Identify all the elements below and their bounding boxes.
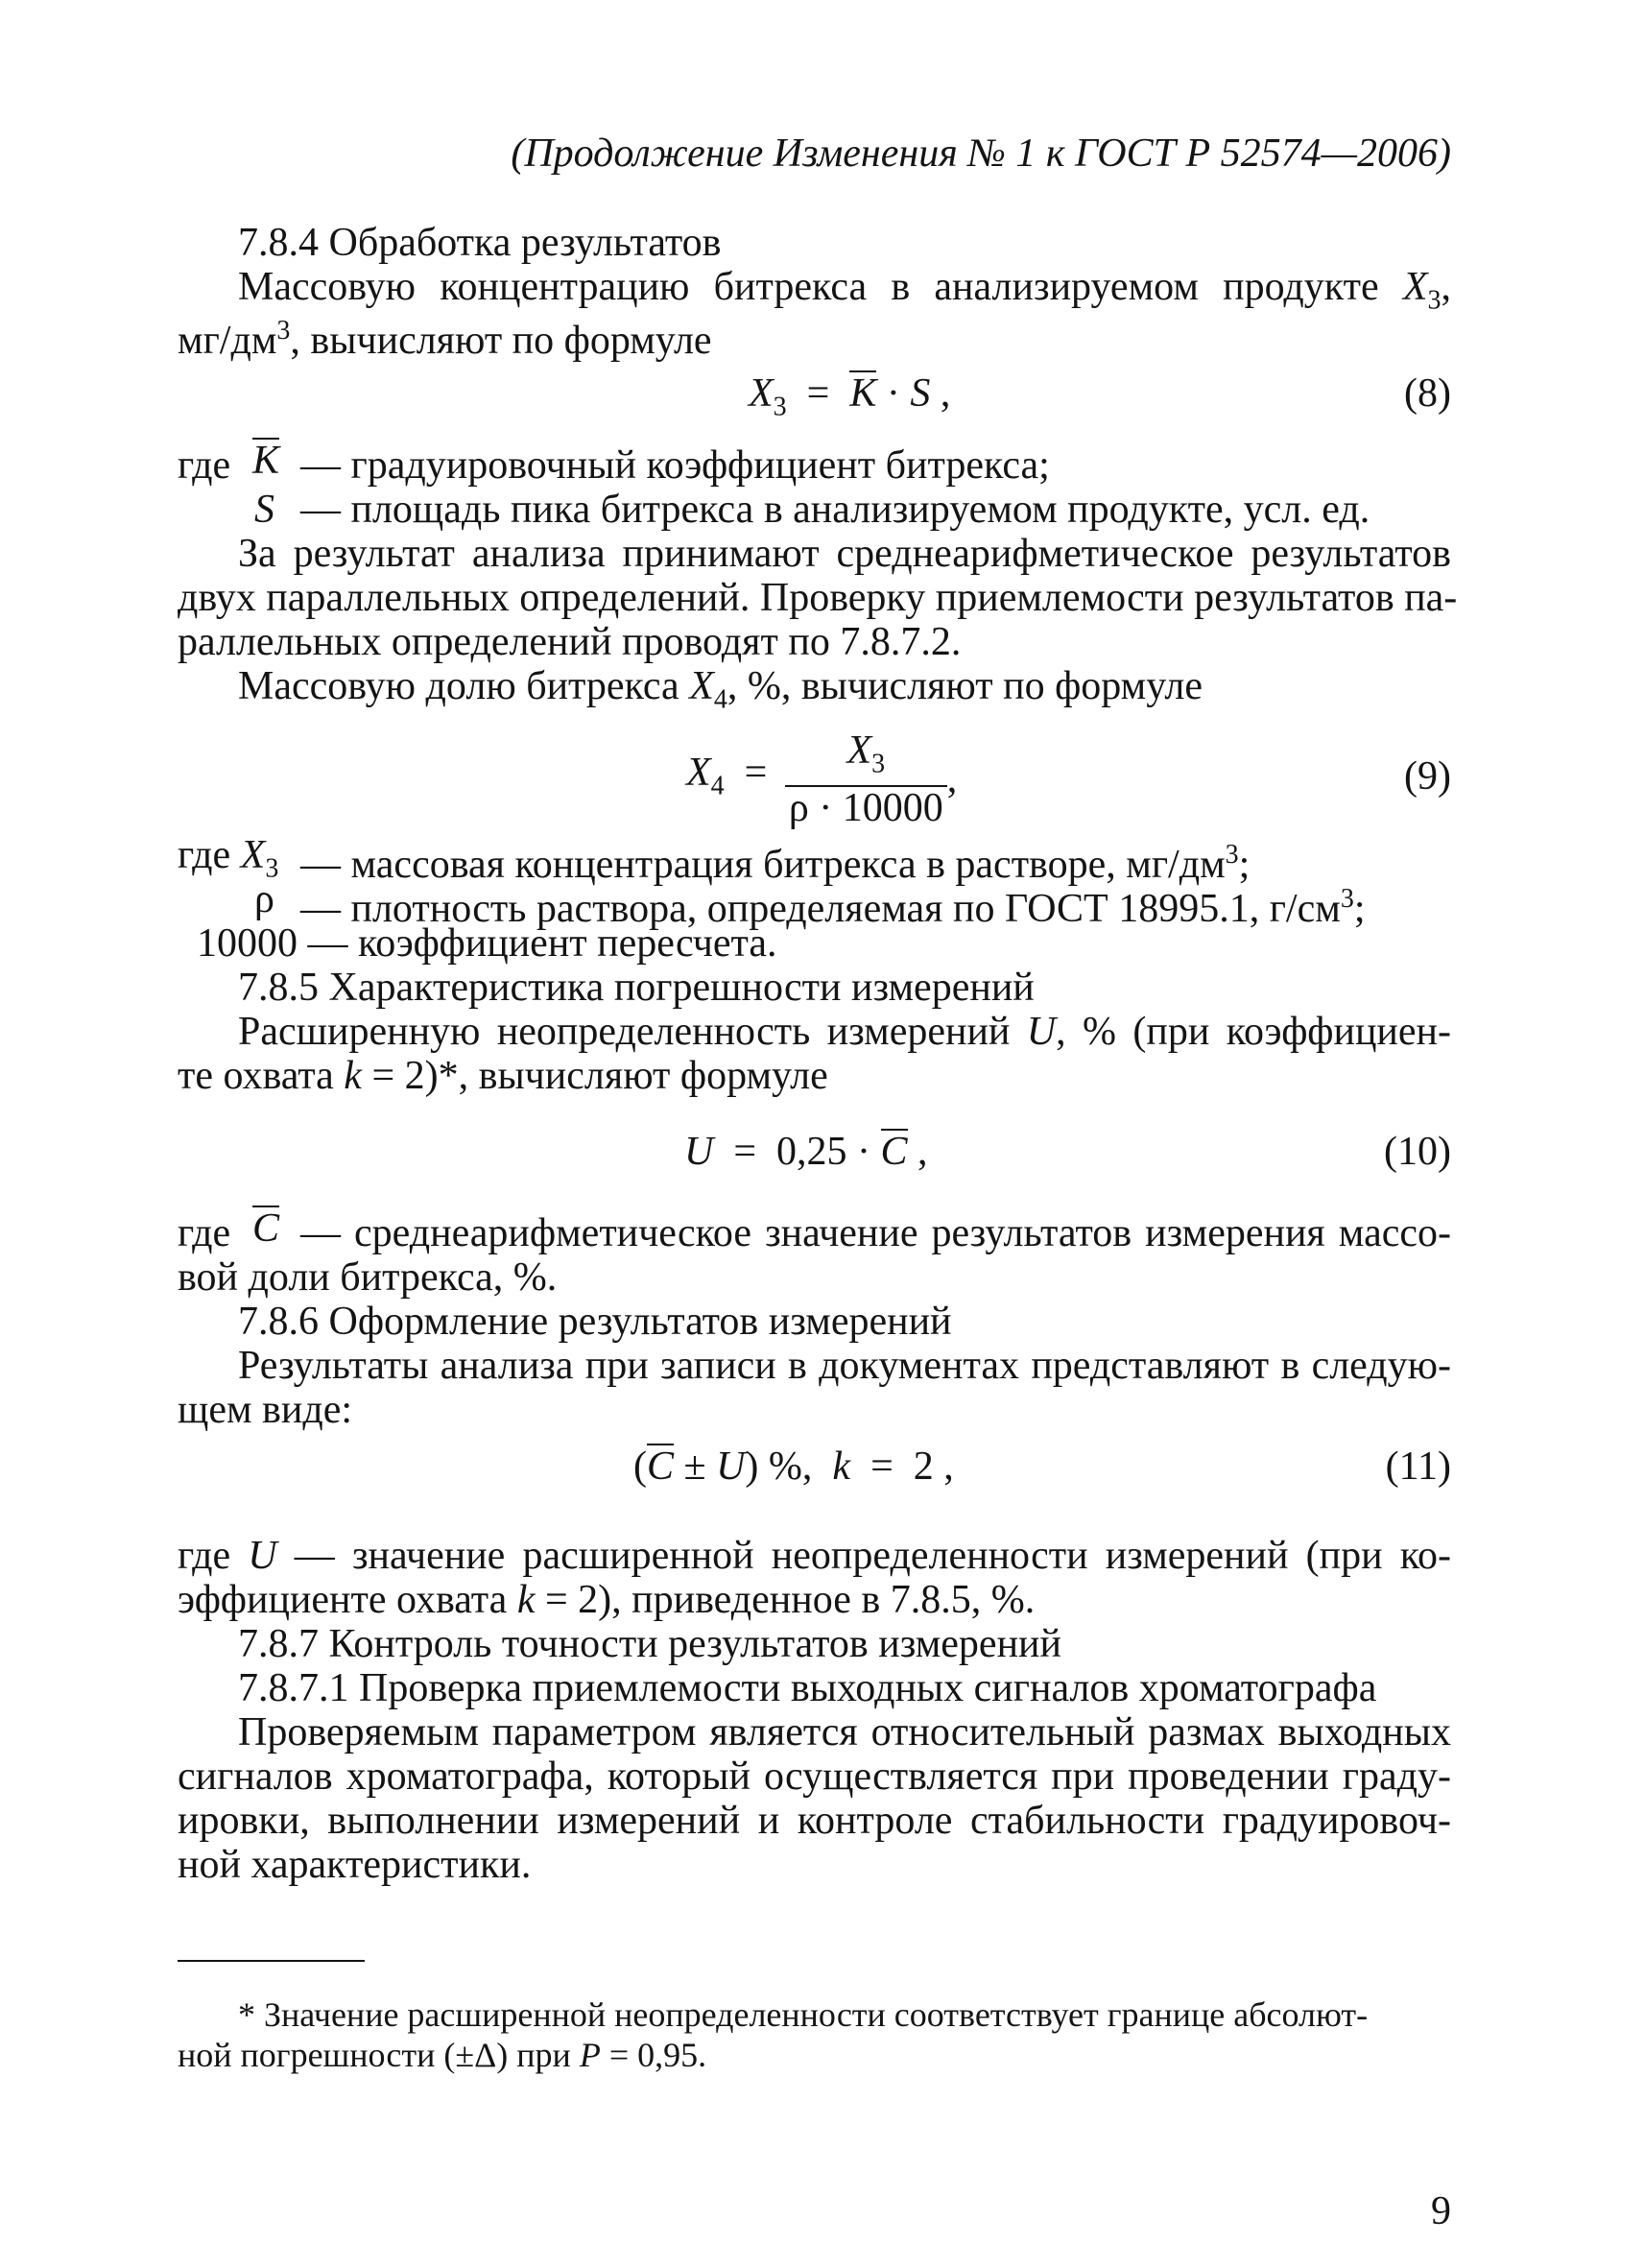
legend-symbol-k: K — [252, 439, 280, 483]
section-title-7-8-5: 7.8.5 Характеристика погрешности измерений — [238, 966, 1035, 1010]
legend-label-where: где — [178, 443, 231, 488]
formula-9: $X_4$ = $\frac{X_3}{\rho \cdot 10000}$ , — [686, 728, 958, 831]
paragraph-line: где U — значение расширенной неопределенности измерений (при ко- — [178, 1534, 1451, 1578]
equation-number-8: (8) — [1404, 371, 1451, 416]
legend-symbol-x3: где $X_3$ — [178, 833, 279, 884]
formula-10: U = 0,25 · C , — [684, 1130, 928, 1174]
paragraph-line: щем виде: — [178, 1388, 353, 1432]
paragraph-line: ной характеристики. — [178, 1843, 532, 1887]
paragraph-line: За результат анализа принимают среднеарифметическое результатов — [238, 532, 1451, 576]
equation-number-11: (11) — [1385, 1444, 1451, 1489]
paragraph-line: эффициенте охвата k = 2), приведенное в 7.8.5, %. — [178, 1578, 1036, 1622]
paragraph-line: ировки, выполнении измерений и контроле стабильности градуировоч- — [178, 1799, 1451, 1843]
paragraph-line: Массовую долю битрекса $X_4$, %, вычисляют по формуле — [238, 664, 1203, 715]
paragraph-line: раллельных определений проводят по 7.8.7.2. — [178, 620, 962, 664]
formula-11: (C ± U) %, k = 2 , — [633, 1444, 954, 1489]
legend-text-c: — среднеарифметическое значение результатов измерения массо- — [300, 1211, 1451, 1255]
section-title-7-8-6: 7.8.6 Оформление результатов измерений — [238, 1300, 952, 1344]
paragraph-line: Проверяемым параметром является относительный размах выходных — [238, 1710, 1451, 1755]
legend-symbol-rho: ρ — [254, 877, 274, 921]
legend-text-k: — градуировочный коэффициент битрекса; — [300, 443, 1050, 488]
paragraph-line: Массовую концентрацию битрекса в анализируемом продукте $X_3$, — [238, 265, 1451, 316]
footnote-rule — [178, 1960, 365, 1962]
equation-number-10: (10) — [1384, 1130, 1451, 1174]
paragraph-line: сигналов хроматографа, который осуществляется при проведении граду- — [178, 1755, 1451, 1799]
formula-8: $X_3 = K \cdot S$ , — [749, 371, 951, 422]
legend-text-x3: — массовая концентрация битрекса в растворе, $мг/дм^3$; — [300, 840, 1251, 887]
page-number: 9 — [1431, 2189, 1451, 2233]
document-page — [178, 0, 1458, 2268]
section-title-7-8-7-1: 7.8.7.1 Проверка приемлемости выходных сигналов хроматографа — [238, 1666, 1377, 1710]
legend-symbol-c: C — [252, 1206, 280, 1251]
section-title-7-8-7: 7.8.7 Контроль точности результатов измерений — [238, 1622, 1062, 1666]
footnote-line: ной погрешности (±Δ) при P = 0,95. — [178, 2036, 707, 2074]
legend-text-rho: — плотность раствора, определяемая по ГОСТ 18995.1, $г/см^3$; — [300, 884, 1366, 931]
footnote-line: * Значение расширенной неопределенности соответствует границе абсолют- — [238, 1995, 1369, 2034]
paragraph-line: вой доли битрекса, %. — [178, 1255, 558, 1300]
paragraph-line: те охвата k = 2)*, вычисляют формуле — [178, 1054, 828, 1098]
page-header: (Продолжение Изменения № 1 к ГОСТ Р 52574—2006) — [511, 131, 1451, 176]
legend-text-s: — площадь пика битрекса в анализируемом продукте, усл. ед. — [300, 488, 1370, 532]
equation-number-9: (9) — [1404, 754, 1451, 799]
legend-symbol-s: S — [254, 488, 274, 532]
legend-text-10000: 10000 — коэффициент пересчета. — [197, 921, 777, 966]
section-title-7-8-4: 7.8.4 Обработка результатов — [238, 221, 722, 265]
paragraph-line: Результаты анализа при записи в документах представляют в следую- — [238, 1344, 1451, 1388]
paragraph-line: Расширенную неопределенность измерений U, % (при коэффициен- — [238, 1010, 1451, 1054]
legend-label-where: где — [178, 1211, 231, 1255]
paragraph-line: двух параллельных определений. Проверку приемлемости результатов па- — [178, 576, 1458, 620]
paragraph-line: $мг/дм^3$, вычисляют по формуле — [178, 316, 712, 363]
